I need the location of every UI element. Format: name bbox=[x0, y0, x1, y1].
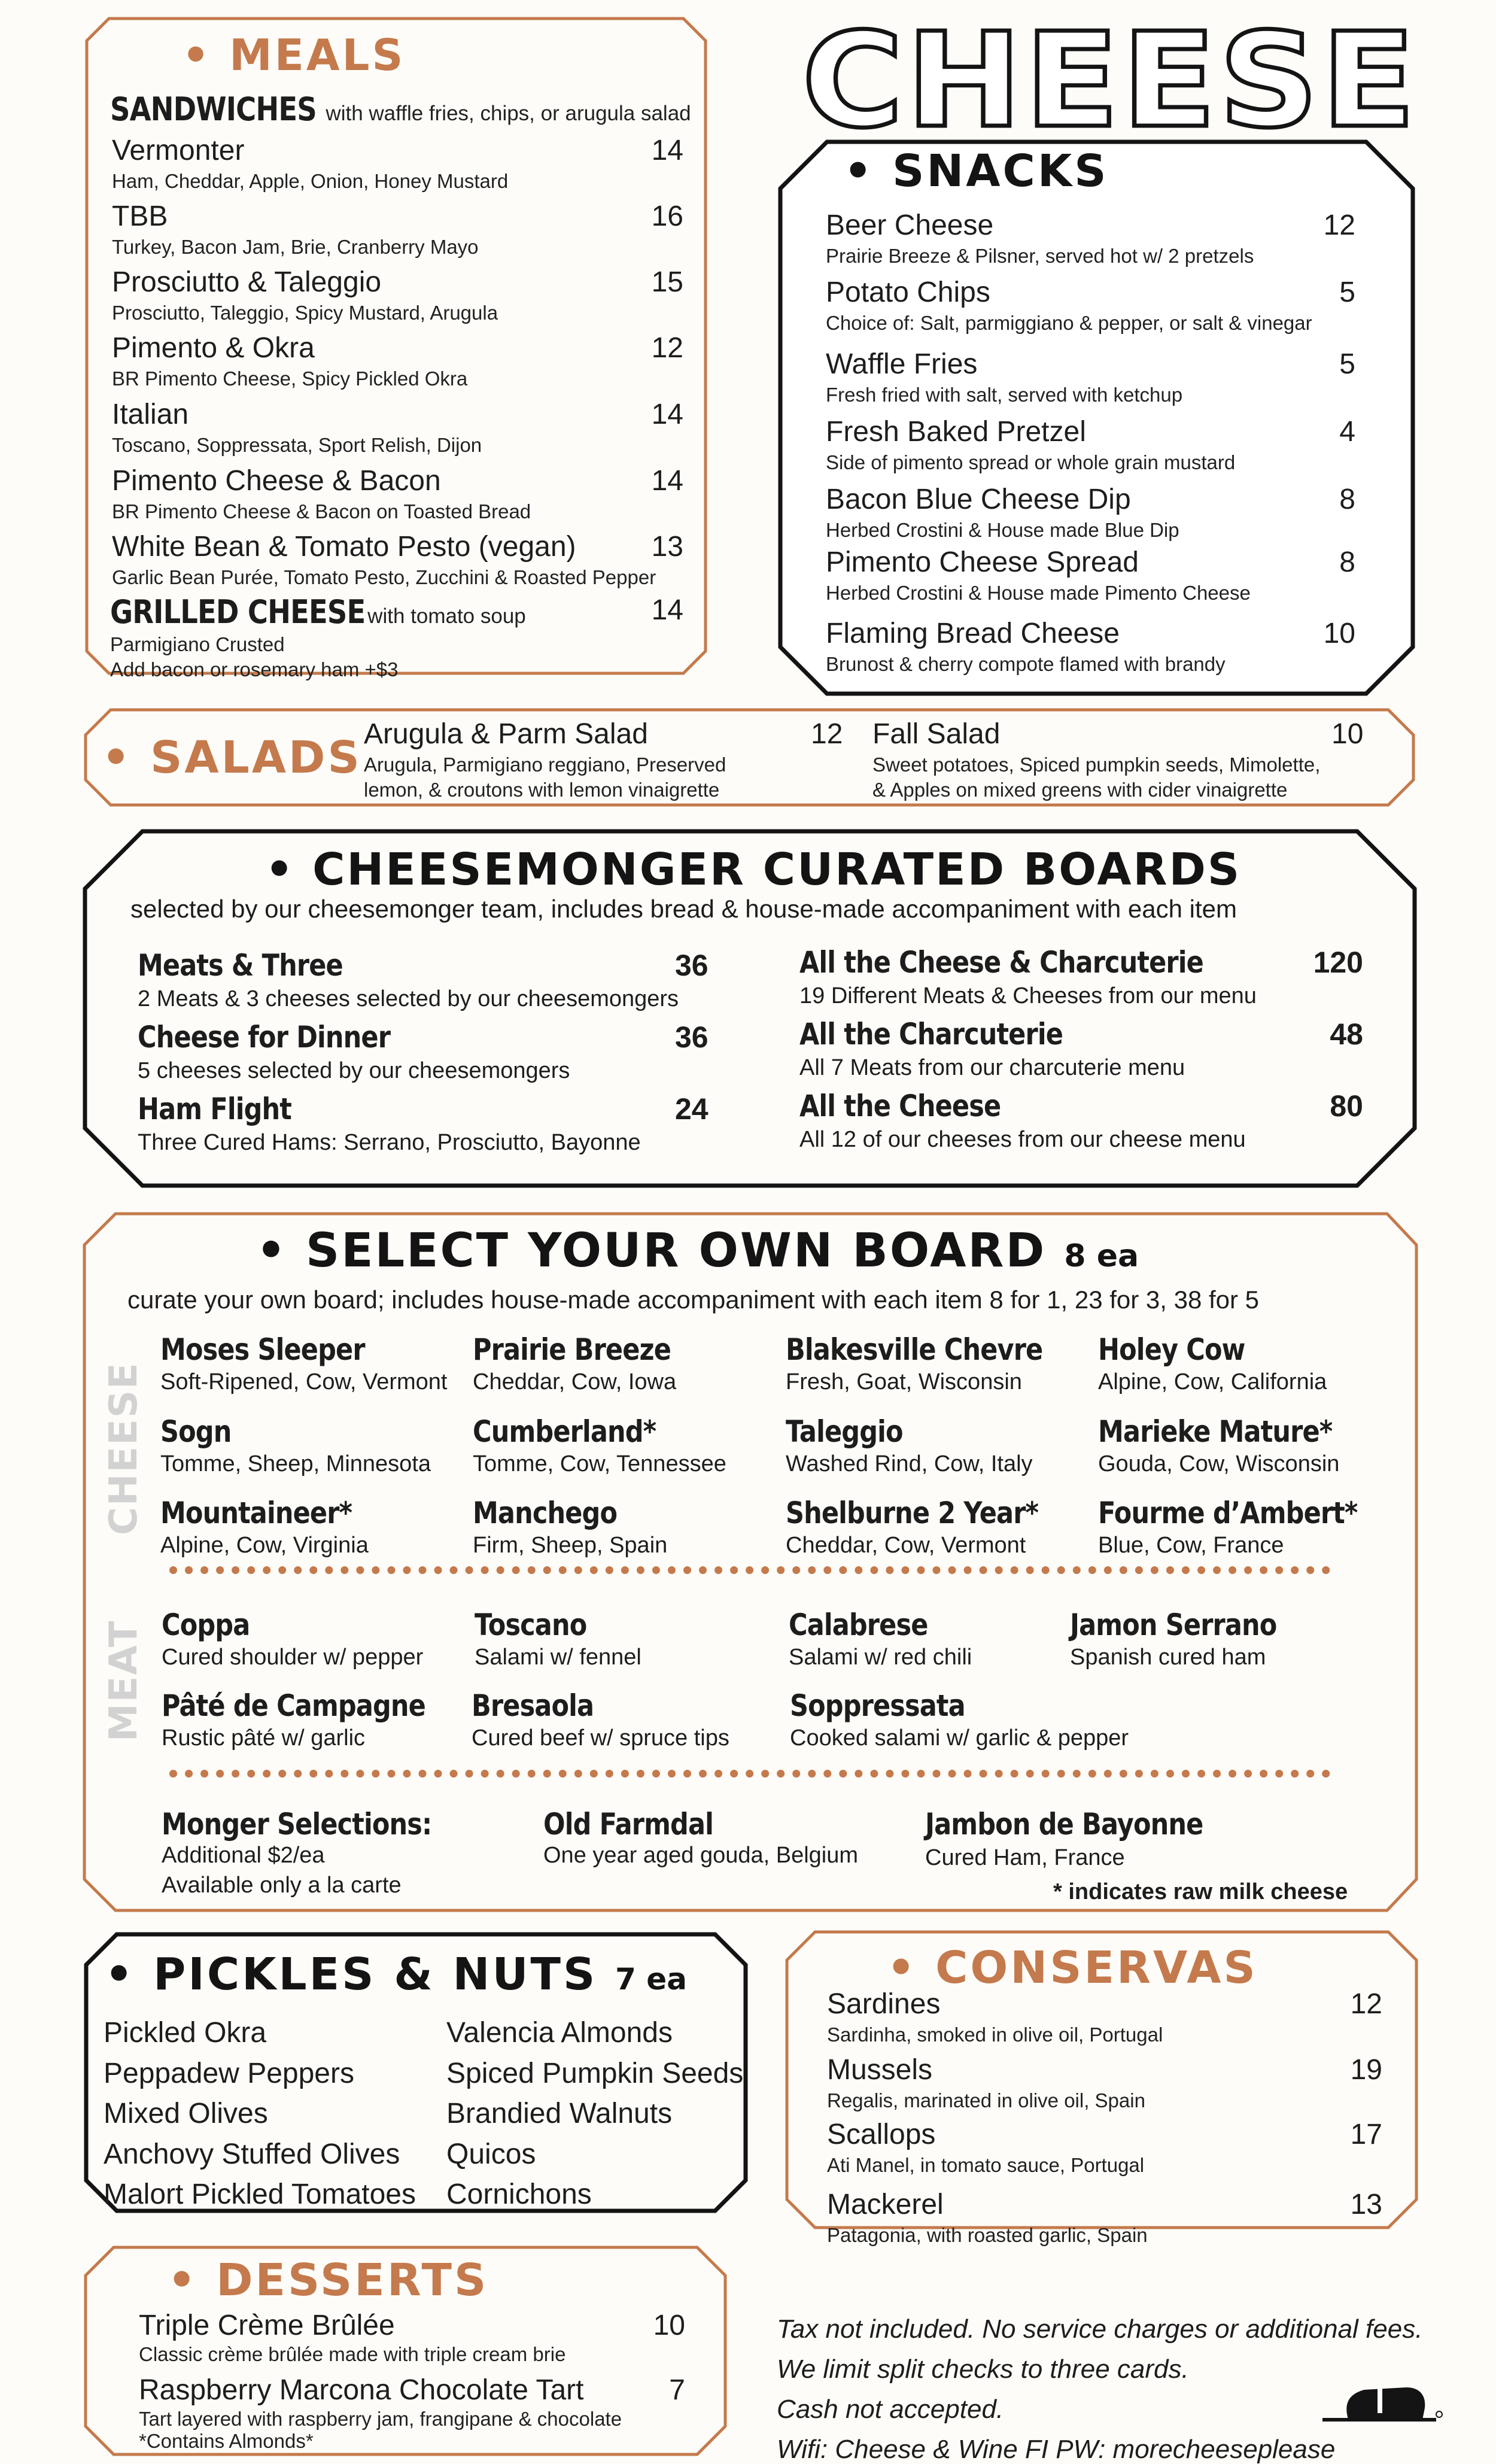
meal-item-desc: BR Pimento Cheese, Spicy Pickled Okra bbox=[112, 367, 468, 390]
curated-board-name: All the Cheese bbox=[799, 1089, 1001, 1123]
cheese-item bbox=[786, 1498, 1080, 1557]
curated-board-name: Ham Flight bbox=[138, 1092, 291, 1126]
pickle-item: Spiced Pumpkin Seeds bbox=[446, 2058, 744, 2089]
cheese-item bbox=[1098, 1414, 1370, 1476]
meat-item-desc: Salami w/ fennel bbox=[475, 1645, 641, 1670]
curated-board-desc: Three Cured Hams: Serrano, Prosciutto, Bayonne bbox=[138, 1130, 641, 1155]
cheese-item-desc: Cheddar, Cow, Vermont bbox=[786, 1533, 1026, 1558]
monger-selections-note: Available only a la carte bbox=[162, 1873, 402, 1898]
meal-item-name: Italian bbox=[112, 399, 189, 430]
curated-board-price: 36 bbox=[675, 949, 709, 982]
meat-item-name: Pâté de Campagne bbox=[162, 1688, 425, 1723]
meat-item-name: Soppressata bbox=[790, 1688, 965, 1723]
meat-item bbox=[472, 1688, 729, 1751]
dessert-item-desc: Classic crème brûlée made with triple cream brie bbox=[139, 2343, 566, 2365]
curated-board-price: 24 bbox=[675, 1092, 709, 1126]
meat-item-name: Coppa bbox=[162, 1608, 250, 1642]
pickle-item: Anchovy Stuffed Olives bbox=[104, 2138, 400, 2170]
cheese-item-desc: Fresh, Goat, Wisconsin bbox=[786, 1369, 1022, 1394]
dessert-item-name: Triple Crème Brûlée bbox=[139, 2310, 395, 2341]
meals-section bbox=[85, 17, 707, 680]
meal-item-price: 14 bbox=[651, 399, 683, 430]
meat-item-desc: Cooked salami w/ garlic & pepper bbox=[790, 1725, 1129, 1751]
curated-board-name: Cheese for Dinner bbox=[138, 1020, 391, 1055]
snack-item-name: Waffle Fries bbox=[826, 348, 978, 380]
meal-item-desc: BR Pimento Cheese & Bacon on Toasted Bread bbox=[112, 500, 531, 522]
meal-item-name: White Bean & Tomato Pesto (vegan) bbox=[112, 531, 576, 563]
salad-item-desc: Arugula, Parmigiano reggiano, Preserved bbox=[364, 754, 726, 776]
curated-board-name: Meats & Three bbox=[138, 948, 343, 983]
meal-item-price: 14 bbox=[651, 135, 683, 166]
meat-item bbox=[790, 1688, 1129, 1751]
cheese-item-name: Cumberland* bbox=[473, 1414, 656, 1449]
svg-text:CHEESE: CHEESE bbox=[802, 15, 1418, 141]
meat-item-desc: Rustic pâté w/ garlic bbox=[162, 1725, 366, 1751]
pickles-title: • PICKLES & NUTS 7 ea bbox=[105, 1949, 687, 2000]
snack-item-price: 8 bbox=[1339, 546, 1355, 578]
monger-selections-desc: Additional $2/ea bbox=[162, 1843, 325, 1868]
cheese-item bbox=[1098, 1498, 1400, 1557]
meat-item bbox=[162, 1688, 469, 1751]
snacks-section bbox=[778, 139, 1415, 696]
select-title: • SELECT YOUR OWN BOARD 8 ea bbox=[256, 1224, 1139, 1278]
pickle-item: Pickled Okra bbox=[104, 2017, 267, 2049]
cheese-item bbox=[786, 1332, 1084, 1394]
bullet-icon: • bbox=[265, 844, 313, 895]
monger-selections-name: Monger Selections: bbox=[162, 1807, 432, 1842]
meat-item-name: Jamon Serrano bbox=[1070, 1608, 1277, 1642]
meat-item-desc: Spanish cured ham bbox=[1070, 1645, 1266, 1670]
cheese-item-desc: Washed Rind, Cow, Italy bbox=[786, 1451, 1033, 1476]
salads-section bbox=[84, 708, 1415, 807]
sandwiches-note: with waffle fries, chips, or arugula salad bbox=[326, 102, 691, 125]
meal-item-name: Prosciutto & Taleggio bbox=[112, 266, 382, 298]
curated-boards-section bbox=[83, 829, 1417, 1188]
cheese-item-name: Shelburne 2 Year* bbox=[786, 1496, 1039, 1530]
grilled-cheese-addon: Add bacon or rosemary ham +$3 bbox=[110, 658, 399, 680]
cheese-item-name: Sogn bbox=[160, 1414, 232, 1449]
bullet-icon: • bbox=[887, 1942, 936, 1994]
footer-split-checks: We limit split checks to three cards. bbox=[777, 2354, 1189, 2384]
snack-item-desc: Herbed Crostini & House made Blue Dip bbox=[826, 519, 1179, 541]
sandwiches-heading: SANDWICHES bbox=[110, 90, 317, 128]
curated-board-name: All the Cheese & Charcuterie bbox=[799, 945, 1203, 980]
meat-item-desc: Cured shoulder w/ pepper bbox=[162, 1645, 424, 1670]
select-subtitle: curate your own board; includes house-made accompaniment with each item 8 for 1, 23 for 3, 38 for 5 bbox=[127, 1286, 1260, 1314]
meat-item-desc: Cured beef w/ spruce tips bbox=[472, 1725, 729, 1751]
curated-board-desc: 2 Meats & 3 cheeses selected by our cheesemongers bbox=[138, 986, 679, 1011]
snack-item-price: 10 bbox=[1323, 618, 1355, 649]
curated-board-desc: 5 cheeses selected by our cheesemongers bbox=[138, 1058, 570, 1083]
meat-item-name: Bresaola bbox=[472, 1688, 594, 1723]
curated-board-price: 120 bbox=[1313, 946, 1363, 979]
cheese-item-desc: Alpine, Cow, California bbox=[1098, 1369, 1327, 1394]
bullet-icon: • bbox=[256, 1224, 306, 1278]
snack-item-name: Potato Chips bbox=[826, 277, 990, 308]
grilled-cheese-note: with tomato soup bbox=[367, 604, 526, 628]
cheese-item bbox=[473, 1332, 703, 1394]
cheese-item bbox=[160, 1414, 431, 1476]
meat-item-name: Toscano bbox=[475, 1608, 587, 1642]
cheese-item-name: Moses Sleeper bbox=[160, 1332, 365, 1367]
cheese-item bbox=[473, 1414, 726, 1476]
bullet-icon: • bbox=[105, 1949, 154, 2000]
cheese-item-name: Manchego bbox=[473, 1496, 618, 1530]
grilled-cheese-desc: Parmigiano Crusted bbox=[110, 633, 285, 655]
bullet-icon: • bbox=[168, 2255, 217, 2306]
cheese-item-desc: Soft-Ripened, Cow, Vermont bbox=[160, 1369, 448, 1394]
cheese-item-desc: Cheddar, Cow, Iowa bbox=[473, 1369, 677, 1394]
snack-item-name: Bacon Blue Cheese Dip bbox=[826, 484, 1131, 515]
old-farmdal-name: Old Farmdal bbox=[543, 1807, 714, 1842]
pickle-item: Valencia Almonds bbox=[446, 2017, 673, 2049]
conserva-item-desc: Ati Manel, in tomato sauce, Portugal bbox=[827, 2154, 1145, 2176]
cheese-item-name: Blakesville Chevre bbox=[786, 1332, 1043, 1367]
cheese-item bbox=[160, 1498, 383, 1557]
old-farmdal-desc: One year aged gouda, Belgium bbox=[543, 1843, 859, 1868]
conserva-item-price: 19 bbox=[1350, 2054, 1382, 2086]
conserva-item-name: Scallops bbox=[827, 2119, 936, 2150]
pickle-item: Peppadew Peppers bbox=[104, 2058, 354, 2089]
cheese-item-desc: Alpine, Cow, Virginia bbox=[160, 1533, 369, 1558]
cheese-item bbox=[1098, 1332, 1327, 1394]
footer-tax: Tax not included. No service charges or additional fees. bbox=[777, 2314, 1423, 2344]
divider bbox=[169, 1566, 1330, 1574]
snack-item-desc: Herbed Crostini & House made Pimento Cheese bbox=[826, 582, 1251, 604]
snack-item-price: 5 bbox=[1339, 348, 1355, 380]
curated-title: • CHEESEMONGER CURATED BOARDS bbox=[265, 844, 1242, 895]
pickle-item: Brandied Walnuts bbox=[446, 2098, 673, 2129]
pickles-price-note: 7 ea bbox=[615, 1962, 687, 1997]
conserva-item-name: Mackerel bbox=[827, 2189, 944, 2220]
footer-cash: Cash not accepted. bbox=[777, 2395, 1004, 2424]
salad-item-name: Fall Salad bbox=[872, 718, 1001, 750]
snack-item-price: 8 bbox=[1339, 484, 1355, 515]
curated-subtitle: selected by our cheesemonger team, includes bread & house-made accompaniment with each item bbox=[130, 895, 1237, 923]
meal-item-name: Vermonter bbox=[112, 135, 245, 166]
meat-item bbox=[162, 1610, 423, 1669]
meals-title: • MEALS bbox=[182, 30, 406, 80]
salad-item-name: Arugula & Parm Salad bbox=[364, 718, 648, 750]
conservas-section bbox=[785, 1930, 1418, 2246]
divider bbox=[169, 1770, 1330, 1778]
curated-board-desc: All 12 of our cheeses from our cheese menu bbox=[799, 1127, 1246, 1152]
cheese-side-label: CHEESE bbox=[102, 1362, 146, 1535]
logo-mark-icon bbox=[1316, 2381, 1448, 2429]
snacks-title: • SNACKS bbox=[844, 145, 1109, 197]
salad-item-desc: & Apples on mixed greens with cider vinaigrette bbox=[872, 779, 1288, 801]
snack-item-desc: Fresh fried with salt, served with ketchup bbox=[826, 384, 1183, 406]
cheese-item-desc: Blue, Cow, France bbox=[1098, 1533, 1284, 1558]
grilled-cheese-name: GRILLED CHEESE bbox=[110, 593, 366, 631]
snack-item-desc: Choice of: Salt, parmiggiano & pepper, or salt & vinegar bbox=[826, 312, 1312, 334]
conserva-item-name: Mussels bbox=[827, 2054, 933, 2086]
conserva-item-name: Sardines bbox=[827, 1988, 941, 2020]
meal-item-price: 15 bbox=[651, 266, 683, 298]
dessert-item-price: 10 bbox=[653, 2310, 685, 2341]
curated-board-price: 48 bbox=[1330, 1017, 1363, 1051]
cheese-item bbox=[160, 1332, 448, 1394]
pickle-item: Cornichons bbox=[446, 2179, 592, 2210]
cheese-item-desc: Gouda, Cow, Wisconsin bbox=[1098, 1451, 1340, 1476]
meat-item bbox=[475, 1610, 641, 1669]
meal-item-price: 13 bbox=[651, 531, 683, 563]
pickles-nuts-section bbox=[84, 1932, 748, 2213]
dessert-item-price: 7 bbox=[669, 2374, 685, 2406]
meal-item-price: 16 bbox=[651, 200, 683, 232]
cheese-item-desc: Tomme, Sheep, Minnesota bbox=[160, 1451, 431, 1476]
dessert-item-desc: Tart layered with raspberry jam, frangipane & chocolate bbox=[139, 2408, 622, 2430]
meal-item-name: TBB bbox=[112, 200, 168, 232]
snack-item-desc: Side of pimento spread or whole grain mustard bbox=[826, 451, 1236, 473]
desserts-title: • DESSERTS bbox=[168, 2255, 489, 2306]
conserva-item-desc: Patagonia, with roasted garlic, Spain bbox=[827, 2224, 1148, 2246]
grilled-cheese-price: 14 bbox=[651, 594, 683, 626]
cheese-item-name: Marieke Mature* bbox=[1098, 1414, 1333, 1449]
snack-item-price: 4 bbox=[1339, 416, 1355, 448]
snack-item-name: Beer Cheese bbox=[826, 209, 994, 241]
meat-item bbox=[1070, 1610, 1310, 1669]
meal-item-price: 12 bbox=[651, 332, 683, 364]
cheese-item-name: Taleggio bbox=[786, 1414, 903, 1449]
snack-item-name: Fresh Baked Pretzel bbox=[826, 416, 1086, 448]
snack-item-price: 5 bbox=[1339, 277, 1355, 308]
bullet-icon: • bbox=[844, 145, 893, 197]
conserva-item-price: 12 bbox=[1350, 1988, 1382, 2020]
footer-wifi: Wifi: Cheese & Wine FI PW: morecheeseplease bbox=[777, 2435, 1336, 2464]
page-title bbox=[802, 15, 1442, 141]
conserva-item-price: 17 bbox=[1350, 2119, 1382, 2150]
salad-item-desc: Sweet potatoes, Spiced pumpkin seeds, Mimolette, bbox=[872, 754, 1321, 776]
meal-item-name: Pimento Cheese & Bacon bbox=[112, 465, 441, 497]
cheese-item-desc: Tomme, Cow, Tennessee bbox=[473, 1451, 726, 1476]
meat-side-label: MEAT bbox=[102, 1620, 146, 1742]
conserva-item-price: 13 bbox=[1350, 2189, 1382, 2220]
bullet-icon: • bbox=[102, 732, 151, 783]
snack-item-desc: Prairie Breeze & Pilsner, served hot w/ 2 pretzels bbox=[826, 245, 1254, 267]
jambon-bayonne-name: Jambon de Bayonne bbox=[925, 1807, 1203, 1842]
meat-item bbox=[789, 1610, 972, 1669]
meal-item-desc: Toscano, Soppressata, Sport Relish, Dijon bbox=[112, 434, 482, 456]
meal-item-desc: Ham, Cheddar, Apple, Onion, Honey Mustard bbox=[112, 170, 509, 192]
meal-item-name: Pimento & Okra bbox=[112, 332, 315, 364]
pickle-item: Mixed Olives bbox=[104, 2098, 268, 2129]
snack-item-name: Flaming Bread Cheese bbox=[826, 618, 1120, 649]
snack-item-desc: Brunost & cherry compote flamed with brandy bbox=[826, 653, 1226, 675]
pickle-item: Quicos bbox=[446, 2138, 536, 2170]
bullet-icon: • bbox=[182, 30, 230, 80]
meal-item-desc: Prosciutto, Taleggio, Spicy Mustard, Arugula bbox=[112, 302, 498, 324]
meal-item-price: 14 bbox=[651, 465, 683, 497]
snack-item-price: 12 bbox=[1323, 209, 1355, 241]
meat-item-desc: Salami w/ red chili bbox=[789, 1645, 972, 1670]
desserts-section bbox=[84, 2246, 727, 2456]
salad-item-desc: lemon, & croutons with lemon vinaigrette bbox=[364, 779, 720, 801]
pickle-item: Malort Pickled Tomatoes bbox=[104, 2179, 416, 2210]
cheese-item-name: Holey Cow bbox=[1098, 1332, 1245, 1367]
dessert-item-allergen: *Contains Almonds* bbox=[139, 2430, 314, 2452]
jambon-bayonne-desc: Cured Ham, France bbox=[925, 1845, 1125, 1870]
curated-board-desc: 19 Different Meats & Cheeses from our menu bbox=[799, 983, 1257, 1008]
meat-item-name: Calabrese bbox=[789, 1608, 928, 1642]
curated-board-price: 80 bbox=[1330, 1089, 1363, 1123]
curated-board-desc: All 7 Meats from our charcuterie menu bbox=[799, 1055, 1185, 1080]
meal-item-desc: Garlic Bean Purée, Tomato Pesto, Zucchini & Roasted Pepper bbox=[112, 566, 656, 588]
select-price-note: 8 ea bbox=[1064, 1238, 1139, 1274]
cheese-item bbox=[473, 1498, 667, 1557]
salad-item-price: 10 bbox=[1331, 718, 1364, 750]
cheese-item-desc: Firm, Sheep, Spain bbox=[473, 1533, 668, 1558]
curated-board-name: All the Charcuterie bbox=[799, 1017, 1063, 1052]
raw-milk-note: * indicates raw milk cheese bbox=[1053, 1879, 1348, 1904]
meal-item-desc: Turkey, Bacon Jam, Brie, Cranberry Mayo bbox=[112, 236, 479, 258]
select-board-section bbox=[83, 1212, 1418, 1912]
snack-item-name: Pimento Cheese Spread bbox=[826, 546, 1139, 578]
cheese-item-name: Fourme d’Ambert* bbox=[1098, 1496, 1358, 1530]
salads-title: • SALADS bbox=[102, 732, 362, 783]
conserva-item-desc: Sardinha, smoked in olive oil, Portugal bbox=[827, 2024, 1163, 2046]
conserva-item-desc: Regalis, marinated in olive oil, Spain bbox=[827, 2089, 1145, 2111]
conservas-title: • CONSERVAS bbox=[887, 1942, 1258, 1994]
salad-item-price: 12 bbox=[811, 718, 843, 750]
dessert-item-name: Raspberry Marcona Chocolate Tart bbox=[139, 2374, 584, 2406]
cheese-item-name: Mountaineer* bbox=[160, 1496, 352, 1530]
cheese-item-name: Prairie Breeze bbox=[473, 1332, 671, 1367]
curated-board-price: 36 bbox=[675, 1020, 709, 1054]
cheese-item bbox=[786, 1414, 1033, 1476]
